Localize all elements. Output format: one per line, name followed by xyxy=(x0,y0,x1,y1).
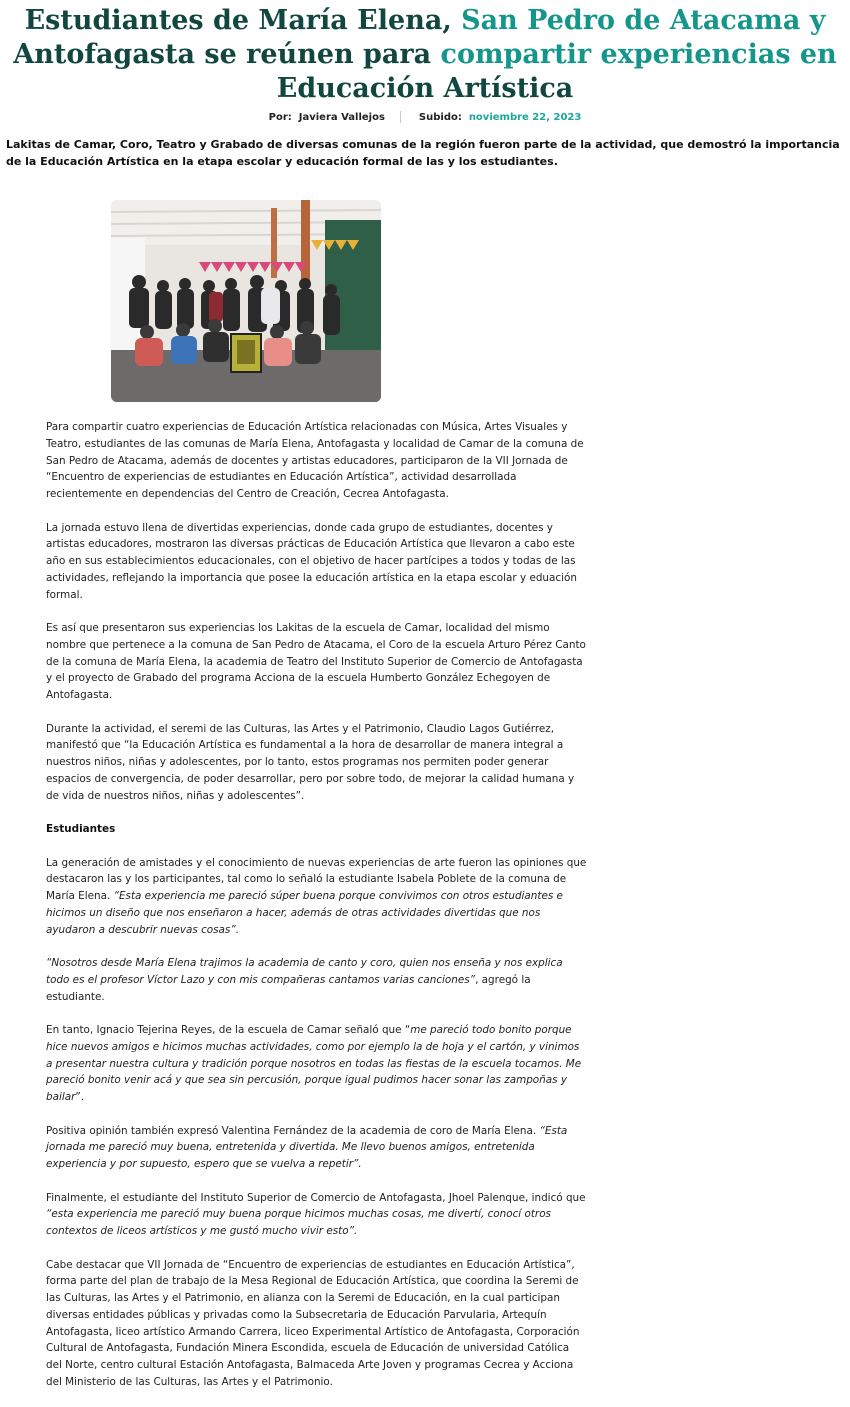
paragraph-1: Para compartir cuatro experiencias de Educación Artística relacionadas con Música, Artes Visuales y Teatro, estudiantes de las comunas de María Elena, Antofagasta y localidad de Camar de la comuna de San Pedro de Atacama, además de docentes y artistas educadores, participaron de la VII Jornada de “Encuentro de experiencias de estudiantes en Educación Artística”, actividad desarrollada recientemente en dependencias del Centro de Creación, Cecrea Antofagasta. xyxy=(46,421,584,500)
paragraph-9-quote: “esta experiencia me pareció muy buena porque hicimos muchas cosas, me divertí, conocí otros contextos de liceos artísticos y me gustó mucho vivir esto”. xyxy=(46,1208,551,1237)
title-line2-accent: compartir experiencias en xyxy=(440,39,837,70)
title-line3-dark: Educación Artística xyxy=(276,73,574,104)
title-line1-accent: San Pedro de Atacama y xyxy=(461,5,826,36)
paragraph-5-quote: “Esta experiencia me pareció súper buena porque convivimos con otros estudiantes e hicimos un diseño que nos enseñaron a hacer, además de otras actividades divertidas que nos ayudaron a descubrir nuevas cosas”. xyxy=(46,890,563,936)
paragraph-7-quote: me pareció todo bonito porque hice nuevos amigos e hicimos muchas actividades, como por ejemplo la de hoja y el cartón, y vinimos a presentar nuestra cultura y tradición porque nosotros en todas las fiestas de la escuela tocamos. Me pareció bonito venir acá y que sea sin percusión, porque igual pudimos hacer sonar las zampoñas y bailar xyxy=(46,1024,582,1103)
paragraph-8 xyxy=(46,1123,588,1173)
section-heading: Estudiantes xyxy=(46,823,116,835)
by-label: Por: xyxy=(268,112,292,123)
paragraph-9-text: Finalmente, el estudiante del Instituto Superior de Comercio de Antofagasta, Jhoel Palenque, indicó que xyxy=(46,1191,586,1204)
paragraph-10: Cabe destacar que VII Jornada de “Encuentro de experiencias de estudiantes en Educación Artística”, forma parte del plan de trabajo de la Mesa Regional de Educación Artística, que coordina la Seremi de las Culturas, las Artes y el Patrimonio, en alianza con la Seremi de Educación, en la cual participan diversas entidades públicas y privadas como la Subsecretaria de Educación Parvularia, Artequín Antofagasta, liceo artístico Armando Carrera, liceo Experimental Artístico de Antofagasta, Corporación Cultural de Antofagasta, Fundación Minera Escondida, escuela de Educación de universidad Católica del Norte, centro cultural Estación Antofagasta, Balmaceda Arte Joven y programas Cecrea y Acciona del Ministerio de las Culturas, las Artes y el Patrimonio. xyxy=(46,1258,580,1388)
article-body xyxy=(46,419,588,1407)
publish-date: noviembre 22, 2023 xyxy=(468,112,582,123)
author-name[interactable]: Javiera Vallejos xyxy=(298,112,385,123)
group-photo xyxy=(111,200,381,402)
paragraph-6 xyxy=(46,955,588,1005)
paragraph-7-text: En tanto, Ignacio Tejerina Reyes, de la escuela de Camar señaló que “ xyxy=(46,1024,411,1036)
paragraph-5 xyxy=(46,855,588,939)
paragraph-7-end: ”. xyxy=(75,1091,85,1103)
title-line2-dark: Antofagasta se reúnen para xyxy=(13,39,432,70)
paragraph-8-text: Positiva opinión también expresó Valentina Fernández de la academia de coro de María Elena. xyxy=(46,1124,537,1137)
article-meta xyxy=(0,111,850,123)
paragraph-6-text: , agregó la estudiante. xyxy=(46,973,531,1003)
paragraph-3: Es así que presentaron sus experiencias los Lakitas de la escuela de Camar, localidad del mismo nombre que pertenece a la comuna de San Pedro de Atacama, el Coro de la escuela Arturo Pérez Canto de la comuna de María Elena, la academia de Teatro del Instituto Superior de Comercio de Antofagasta y el proyecto de Grabado del programa Acciona de la escuela Humberto González Echegoyen de Antofagasta. xyxy=(46,622,586,701)
article-lead: Lakitas de Camar, Coro, Teatro y Grabado de diversas comunas de la región fueron parte de la actividad, que demostró la importancia de la Educación Artística en la etapa escolar y educación formal de las y los estudiantes. xyxy=(6,138,840,168)
paragraph-9 xyxy=(46,1190,588,1240)
paragraph-6-quote: “Nosotros desde María Elena trajimos la academia de canto y coro, quien nos enseña y nos explica todo es el profesor Víctor Lazo y con mis compañeras cantamos varias canciones” xyxy=(46,957,563,986)
paragraph-2: La jornada estuvo llena de divertidas experiencias, donde cada grupo de estudiantes, docentes y artistas educadores, mostraron las diversas prácticas de Educación Artística que llevaron a cabo este año en sus establecimientos educacionales, con el objetivo de hacer partícipes a todos y todas de las actividades, reflejando la importancia que posee la educación artística en la etapa escolar y eduación formal. xyxy=(46,521,577,601)
paragraph-5-text: La generación de amistades y el conocimiento de nuevas experiencias de arte fueron las opiniones que destacaron las y los participantes, tal como lo señaló la estudiante Isabela Poblete de la comuna de María Elena. xyxy=(46,856,587,902)
title-line1-dark: Estudiantes de María Elena, xyxy=(24,5,452,36)
paragraph-4: Durante la actividad, el seremi de las Culturas, las Artes y el Patrimonio, Claudio Lagos Gutiérrez, manifestó que “la Educación Artística es fundamental a la hora de desarrollar de manera integral a nuestros niños, niñas y adolescentes, por lo tanto, estos programas nos permiten poder generar espacios de convergencia, de poder desarrollar, pero por sobre todo, de mejorar la calidad humana y de vida de nuestros niños, niñas y adolescentes”. xyxy=(46,722,575,802)
article-title xyxy=(0,4,850,106)
paragraph-7 xyxy=(46,1022,588,1106)
paragraph-8-quote: “Esta jornada me pareció muy buena, entretenida y divertida. Me llevo buenos amigos, entretenida experiencia y por supuesto, espero que se vuelva a repetir”. xyxy=(46,1124,568,1170)
meta-divider xyxy=(400,111,401,123)
uploaded-label: Subido: xyxy=(418,112,462,123)
